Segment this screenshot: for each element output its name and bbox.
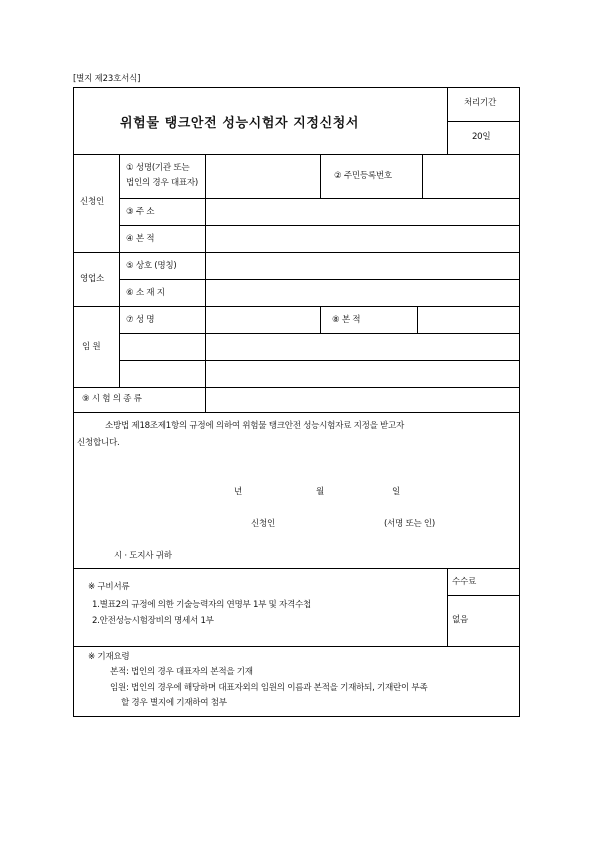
date-year: 년 (234, 487, 243, 497)
officer-name-label: ⑦ 성 명 (126, 315, 155, 325)
signer-label: 신청인 (251, 519, 276, 529)
field-label-divider (205, 154, 206, 412)
date-day: 일 (392, 487, 401, 497)
name-field-divider (320, 154, 321, 198)
form-number-label: [별지 제23호서식] (73, 74, 141, 84)
statement-line1: 소방법 제18조제1항의 규정에 의하여 위험물 탱크안전 성능시험자료 지정을 받고자 (105, 421, 405, 431)
location-label: ⑥ 소 재 지 (126, 288, 165, 298)
trade-name-label: ⑤ 상호 (명칭) (126, 261, 177, 271)
statement-line2: 신청합니다. (77, 438, 120, 448)
notes-line-1: 본적: 법인의 경우 대표자의 본적을 기재 (110, 667, 253, 677)
addressee: 시 · 도지사 귀하 (114, 551, 172, 561)
officer-name-field-divider (320, 306, 321, 333)
test-type-bottom-line (74, 412, 519, 413)
documents-heading: ※ 구비서류 (88, 582, 130, 592)
business-bottom-line (74, 306, 519, 307)
business-section-label: 영업소 (80, 274, 105, 284)
fee-divider (447, 568, 448, 646)
header-bottom-line (74, 154, 519, 155)
notes-line-2: 임원: 법인의 경우에 해당하며 대표자외의 임원의 이름과 본적을 기재하되, 기재란이 부족 (110, 683, 428, 693)
applicant-bottom-line (74, 252, 519, 253)
officers-section-label: 임 원 (82, 342, 101, 352)
section-label-divider (119, 154, 120, 387)
rrn-label: ② 주민등록번호 (334, 171, 392, 181)
applicant-section-label: 신청인 (80, 197, 105, 207)
officer-domicile-label: ⑧ 본 적 (332, 315, 361, 325)
row-line-domicile (119, 225, 519, 226)
processing-period-label: 처리기간 (464, 98, 497, 108)
address-label: ③ 주 소 (126, 207, 155, 217)
signature-hint: (서명 또는 인) (384, 519, 435, 529)
officer-row-line-2 (119, 360, 519, 361)
officer-domicile-divider (417, 306, 418, 333)
documents-item-2: 2.안전성능시험장비의 명세서 1부 (92, 616, 214, 626)
documents-item-1: 1.별표2의 규정에 의한 기술능력자의 연명부 1부 및 자격수첩 (92, 600, 311, 610)
notes-line-3: 할 경우 별지에 기재하여 첨부 (121, 698, 227, 708)
form-title: 위험물 탱크안전 성능시험자 지정신청서 (120, 116, 360, 131)
officers-bottom-line (74, 387, 519, 388)
name-label-line2: 법인의 경우 대표자) (126, 178, 198, 188)
fee-value: 없음 (452, 615, 469, 625)
row-line-location (119, 279, 519, 280)
documents-bottom-line (74, 646, 519, 647)
name-label-line1: ① 성명(기관 또는 (126, 163, 190, 173)
domicile-label: ④ 본 적 (126, 234, 155, 244)
test-type-label: ⑨ 시 험 의 종 류 (82, 394, 142, 404)
fee-row-line (447, 595, 519, 596)
processing-period-value: 20일 (472, 132, 491, 142)
application-form (73, 87, 520, 717)
fee-label: 수수료 (452, 577, 477, 587)
row-line-address (119, 198, 519, 199)
rrn-label-divider (422, 154, 423, 198)
statement-bottom-line (74, 568, 519, 569)
date-month: 월 (316, 487, 325, 497)
officer-row-line-1 (119, 333, 519, 334)
processing-row-line (447, 121, 519, 122)
notes-heading: ※ 기재요령 (88, 652, 130, 662)
